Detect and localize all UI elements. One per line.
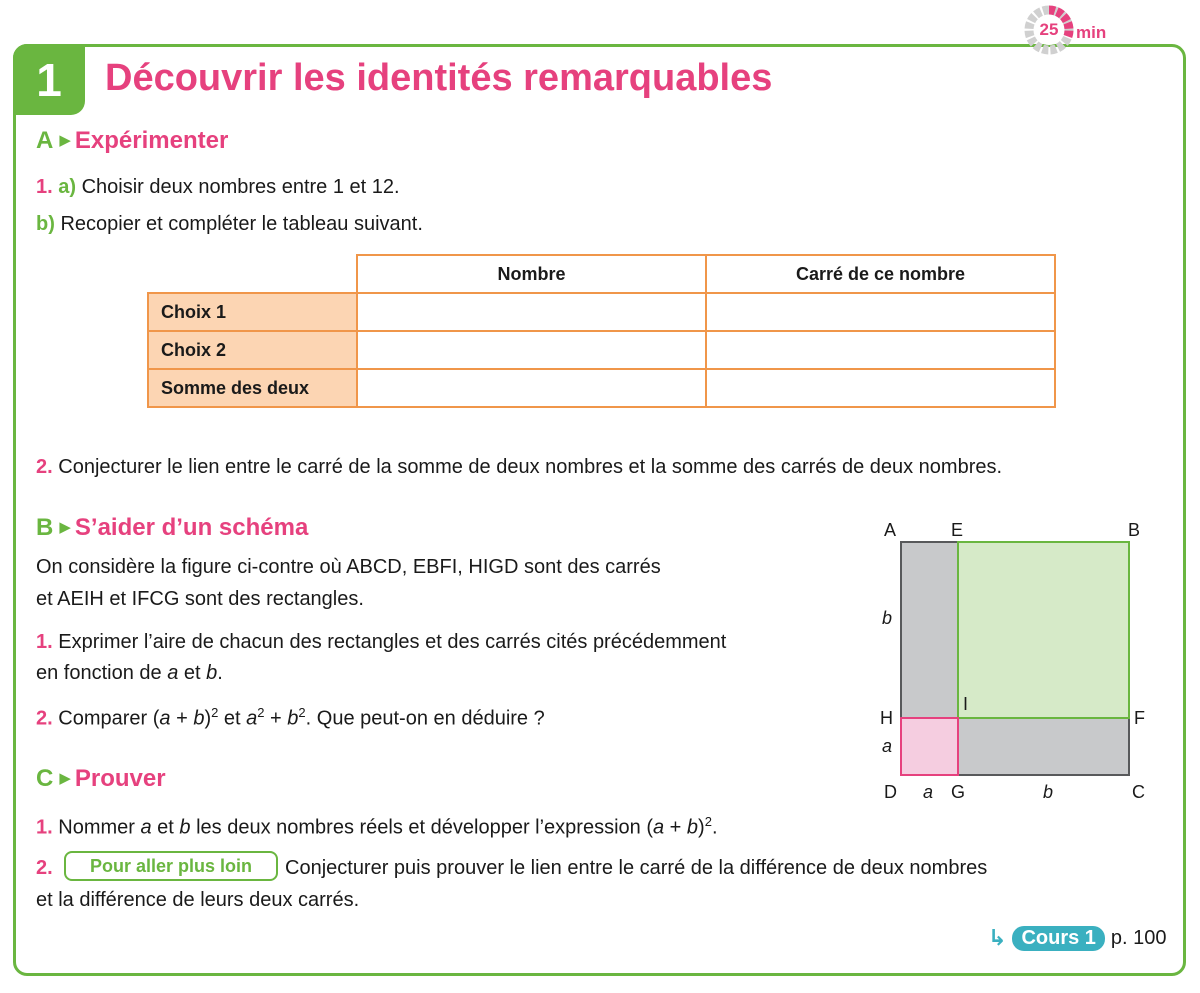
text: ) <box>698 816 705 839</box>
question-text: Exprimer l’aire de chacun des rectangles et des carrés cités précédemment <box>58 631 727 653</box>
table-row <box>148 369 1055 407</box>
question-c2-number <box>36 857 53 880</box>
square-higd <box>901 718 958 775</box>
question-b1-line2 <box>36 662 223 685</box>
play-arrow-icon: ▶ <box>59 770 71 787</box>
page-reference: p. 100 <box>1110 926 1167 949</box>
label-d: D <box>884 782 897 802</box>
text: + <box>664 816 687 839</box>
section-a-name: Expérimenter <box>74 127 229 154</box>
label-a: A <box>884 520 897 540</box>
question-a1b <box>36 213 423 236</box>
var-b: b <box>206 662 218 684</box>
question-text: Choisir deux nombres entre 1 et 12. <box>81 176 400 198</box>
question-letter: a) <box>58 176 77 198</box>
label-b: B <box>1128 520 1141 540</box>
pour-aller-plus-loin-badge: Pour aller plus loin <box>64 851 278 881</box>
turn-arrow-icon: ↳ <box>988 925 1007 950</box>
exponent: 2 <box>211 705 219 720</box>
text: les deux nombres réels et développer l’expression ( <box>190 816 653 839</box>
course-link[interactable]: Cours 1 <box>1012 926 1104 951</box>
table-row <box>148 331 1055 369</box>
question-number: 1. <box>36 631 53 653</box>
side-b-horizontal: b <box>1043 782 1054 802</box>
question-number: 2. <box>36 456 53 478</box>
table-corner <box>148 255 357 293</box>
table-row <box>148 293 1055 331</box>
side-b-vertical: b <box>882 608 893 628</box>
fill-in-table <box>147 254 1056 408</box>
text: . <box>711 816 718 839</box>
table-cell <box>357 293 706 331</box>
var-a: a <box>140 816 152 839</box>
table-row-header: Choix 1 <box>148 293 357 331</box>
table-cell <box>357 369 706 407</box>
text: . <box>217 662 223 684</box>
side-a-horizontal: a <box>923 782 934 802</box>
question-letter: b) <box>36 213 55 235</box>
text: ) <box>204 707 212 730</box>
var-a: a <box>159 707 171 730</box>
var-b: b <box>179 816 191 839</box>
squares-figure <box>870 512 1160 812</box>
question-c1 <box>36 814 718 840</box>
text: . Que peut-on en déduire ? <box>305 707 545 730</box>
question-c2-line2: et la différence de leurs deux carrés. <box>36 889 360 911</box>
section-b-intro-line1: On considère la figure ci-contre où ABCD, EBFI, HIGD sont des carrés <box>36 556 661 578</box>
question-a1a <box>36 176 400 199</box>
question-number: 2. <box>36 707 53 730</box>
var-a: a <box>246 707 258 730</box>
question-b2 <box>36 705 545 731</box>
label-i: I <box>963 694 969 714</box>
question-number: 1. <box>36 176 53 198</box>
text: Comparer ( <box>58 707 160 730</box>
table-row-header: Choix 2 <box>148 331 357 369</box>
section-a-letter: A <box>36 127 54 154</box>
exponent: 2 <box>704 814 712 829</box>
section-b-heading <box>36 514 308 542</box>
section-c-name: Prouver <box>74 765 166 792</box>
var-b: b <box>686 816 699 839</box>
play-arrow-icon: ▶ <box>59 519 71 536</box>
text: + <box>264 707 288 730</box>
var-a: a <box>167 662 179 684</box>
question-c2-line1: Conjecturer puis prouver le lien entre le carré de la différence de deux nombres <box>285 857 988 879</box>
label-e: E <box>951 520 964 540</box>
label-g: G <box>951 782 966 802</box>
text: et <box>151 816 180 839</box>
section-c-letter: C <box>36 765 54 792</box>
var-b: b <box>193 707 205 730</box>
exponent: 2 <box>298 705 306 720</box>
question-number: 1. <box>36 816 53 839</box>
question-b1-line1 <box>36 631 726 654</box>
var-b: b <box>287 707 299 730</box>
question-a2 <box>36 456 1002 479</box>
table-header: Nombre <box>357 255 706 293</box>
section-b-letter: B <box>36 514 54 541</box>
question-text: Conjecturer le lien entre le carré de la somme de deux nombres et la somme des carrés de deux nombres. <box>58 456 1003 478</box>
square-ebfi <box>958 542 1129 718</box>
course-reference[interactable] <box>988 925 1167 951</box>
text: et <box>218 707 247 730</box>
text: et <box>178 662 207 684</box>
question-text: Recopier et compléter le tableau suivant. <box>60 213 423 235</box>
var-a: a <box>653 816 665 839</box>
table-cell <box>357 331 706 369</box>
label-f: F <box>1134 708 1145 728</box>
text: en fonction de <box>36 662 168 684</box>
table-row-header: Somme des deux <box>148 369 357 407</box>
timer-unit: min <box>1076 23 1107 42</box>
section-b-intro-line2: et AEIH et IFCG sont des rectangles. <box>36 588 364 610</box>
side-a-vertical: a <box>882 736 893 756</box>
timer-value: 25 <box>1039 20 1059 39</box>
table-cell <box>706 293 1055 331</box>
activity-title: Découvrir les identités remarquables <box>105 57 773 99</box>
play-arrow-icon: ▶ <box>59 132 71 149</box>
section-a-heading <box>36 127 228 155</box>
section-b-name: S’aider d’un schéma <box>74 514 309 541</box>
label-c: C <box>1132 782 1145 802</box>
label-h: H <box>880 708 893 728</box>
activity-number: 1 <box>13 44 85 115</box>
text: Nommer <box>58 816 141 839</box>
question-number: 2. <box>36 857 53 879</box>
text: + <box>170 707 194 730</box>
section-c-heading <box>36 765 166 793</box>
table-cell <box>706 369 1055 407</box>
table-header: Carré de ce nombre <box>706 255 1055 293</box>
table-cell <box>706 331 1055 369</box>
exponent: 2 <box>257 705 265 720</box>
